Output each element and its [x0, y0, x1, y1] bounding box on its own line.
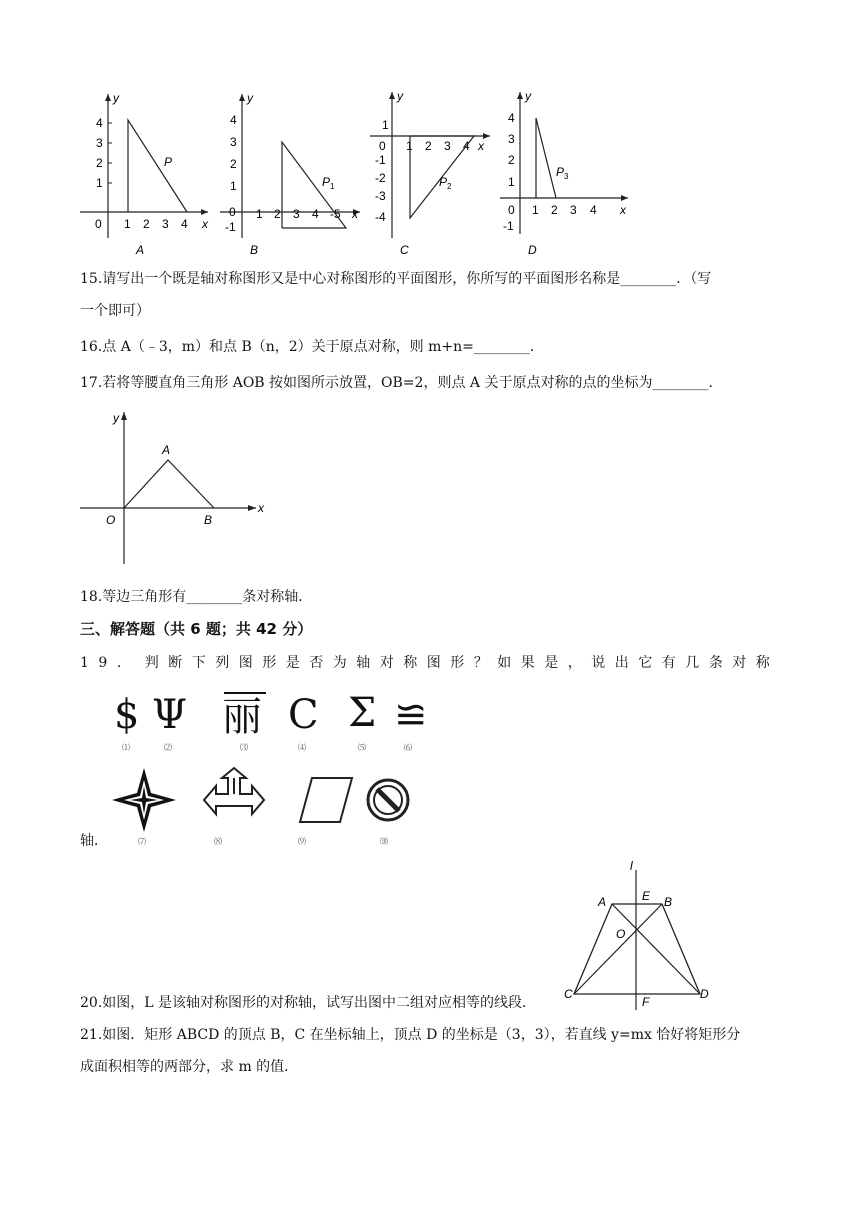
svg-text:-5: -5: [330, 207, 341, 221]
figure-19-symbol-6: ≌: [394, 692, 428, 738]
graph-c-caption: C: [400, 243, 409, 257]
svg-text:1: 1: [96, 176, 103, 190]
figure-17-label-b: B: [204, 513, 213, 527]
svg-text:3: 3: [293, 207, 300, 221]
figure-19-symbol-5: Σ: [348, 690, 377, 736]
figure-20-label-l: l: [630, 859, 633, 873]
question-16: 16.点 A（﹣3，m）和点 B（n，2）关于原点对称，则 m+n=________．: [80, 339, 544, 355]
svg-text:1: 1: [508, 175, 515, 189]
svg-text:2: 2: [508, 153, 515, 167]
figure-19-label-7: ⑺: [138, 837, 146, 846]
figure-20-label-c: C: [564, 987, 573, 1001]
no-sign-icon: [368, 780, 408, 820]
question-19-line2: 轴．: [80, 833, 108, 849]
svg-text:0: 0: [229, 205, 236, 219]
figure-20-label-d: D: [700, 987, 709, 1001]
svg-text:2: 2: [425, 139, 432, 153]
figure-19-label-10: ⑽: [380, 837, 388, 846]
svg-text:4: 4: [463, 139, 470, 153]
figure-19-symbol-3: 丽: [222, 694, 262, 740]
figure-20-label-o: O: [616, 927, 626, 941]
question-15-line2: 一个即可）: [80, 303, 150, 319]
parallelogram-icon: [300, 778, 352, 822]
graph-b: [220, 91, 360, 257]
question-20: 20.如图，L 是该轴对称图形的对称轴，试写出图中二组对应相等的线段．: [80, 995, 537, 1011]
figure-20-label-f: F: [642, 995, 650, 1009]
figure-19-symbol-1: $: [114, 692, 140, 738]
graph-b-caption: B: [250, 243, 259, 257]
question-17: 17.若将等腰直角三角形 AOB 按如图所示放置，OB=2，则点 A 关于原点对称的点的坐标为________．: [80, 375, 723, 391]
svg-text:1: 1: [124, 217, 131, 231]
svg-text:4: 4: [181, 217, 188, 231]
svg-text:P: P: [439, 175, 448, 189]
figure-19-symbol-2: Ψ: [152, 692, 188, 738]
svg-text:-1: -1: [375, 153, 386, 167]
svg-text:-3: -3: [375, 189, 386, 203]
svg-text:3: 3: [96, 136, 103, 150]
graph-a-triangle: [128, 120, 187, 212]
graph-d-triangle: [536, 118, 556, 198]
svg-text:4: 4: [96, 116, 103, 130]
svg-text:4: 4: [312, 207, 319, 221]
figure-19-label-6: ⑹: [404, 743, 412, 752]
graph-a-axis-y: y: [113, 91, 119, 105]
svg-text:y: y: [397, 89, 403, 103]
svg-text:y: y: [525, 89, 531, 103]
svg-text:1: 1: [330, 182, 335, 191]
graph-a-caption: A: [136, 243, 145, 257]
figure-17-triangle-aob: [80, 408, 280, 568]
figure-19-label-8: ⑻: [214, 837, 222, 846]
svg-text:2: 2: [96, 156, 103, 170]
figure-19-label-5: ⑸: [358, 743, 366, 752]
svg-text:-1: -1: [225, 220, 236, 234]
graph-a-axis-x: x: [202, 217, 208, 231]
graph-a-point-label: P: [164, 155, 173, 169]
figure-20-label-e: E: [642, 889, 651, 903]
svg-text:4: 4: [508, 111, 515, 125]
figure-17-label-x: x: [258, 501, 264, 515]
svg-text:2: 2: [274, 207, 281, 221]
section-3-title: 三、解答题（共 6 题；共 42 分）: [80, 620, 313, 638]
figure-20-label-a: A: [598, 895, 607, 909]
figure-17-label-a: A: [162, 443, 171, 457]
svg-text:1: 1: [532, 203, 539, 217]
svg-text:2: 2: [447, 182, 452, 191]
question-19-line1: 19. 判断下列图形是否为轴对称图形？如果是，说出它有几条对称: [80, 655, 780, 671]
svg-text:y: y: [247, 91, 253, 105]
svg-text:2: 2: [230, 157, 237, 171]
svg-text:-1: -1: [503, 219, 514, 233]
graph-c: [370, 89, 490, 257]
svg-text:1: 1: [256, 207, 263, 221]
figure-20-label-b: B: [664, 895, 673, 909]
figure-19-label-3: ⑶: [240, 743, 248, 752]
svg-text:1: 1: [406, 139, 413, 153]
question-21-line2: 成面积相等的两部分，求 m 的值．: [80, 1059, 299, 1075]
figure-17-label-o: O: [106, 513, 116, 527]
svg-text:4: 4: [590, 203, 597, 217]
svg-text:x: x: [620, 203, 626, 217]
svg-text:3: 3: [564, 172, 569, 181]
figure-19-label-2: ⑵: [164, 743, 172, 752]
figure-19-label-9: ⑼: [298, 837, 306, 846]
svg-text:0: 0: [508, 203, 515, 217]
svg-text:3: 3: [230, 135, 237, 149]
svg-text:3: 3: [162, 217, 169, 231]
graph-d-caption: D: [528, 243, 537, 257]
svg-text:3: 3: [508, 132, 515, 146]
graph-a-origin: 0: [95, 217, 102, 231]
figure-19-overline: [224, 692, 266, 694]
graph-d: [500, 89, 628, 257]
figure-17-label-y: y: [113, 411, 119, 425]
svg-text:3: 3: [444, 139, 451, 153]
svg-text:1: 1: [230, 179, 237, 193]
figure-19-symbol-4: C: [288, 692, 319, 738]
svg-text:1: 1: [382, 118, 389, 132]
figure-20-trapezoid: [560, 858, 720, 1014]
svg-text:3: 3: [570, 203, 577, 217]
svg-text:-2: -2: [375, 171, 386, 185]
svg-text:4: 4: [230, 113, 237, 127]
svg-text:P: P: [322, 175, 331, 189]
question-21-line1: 21.如图．矩形 ABCD 的顶点 B，C 在坐标轴上，顶点 D 的坐标是（3，3），若直线 y=mx 恰好将矩形分: [80, 1027, 741, 1043]
svg-text:x: x: [478, 139, 484, 153]
svg-text:2: 2: [143, 217, 150, 231]
svg-text:2: 2: [551, 203, 558, 217]
svg-text:-4: -4: [375, 210, 386, 224]
figure-17-triangle: [124, 460, 214, 508]
coordinate-graphs-row: [80, 88, 640, 258]
svg-text:x: x: [352, 207, 358, 221]
figure-19-label-1: ⑴: [122, 743, 130, 752]
svg-text:P: P: [556, 165, 565, 179]
question-15-line1: 15.请写出一个既是轴对称图形又是中心对称图形的平面图形，你所写的平面图形名称是________．（写: [80, 271, 712, 287]
question-18: 18.等边三角形有________条对称轴．: [80, 589, 313, 605]
svg-text:0: 0: [379, 139, 386, 153]
figure-19-shapes: [104, 766, 434, 838]
graph-a: [80, 91, 209, 257]
figure-19-label-4: ⑷: [298, 743, 306, 752]
double-arrow-icon: [204, 768, 264, 814]
